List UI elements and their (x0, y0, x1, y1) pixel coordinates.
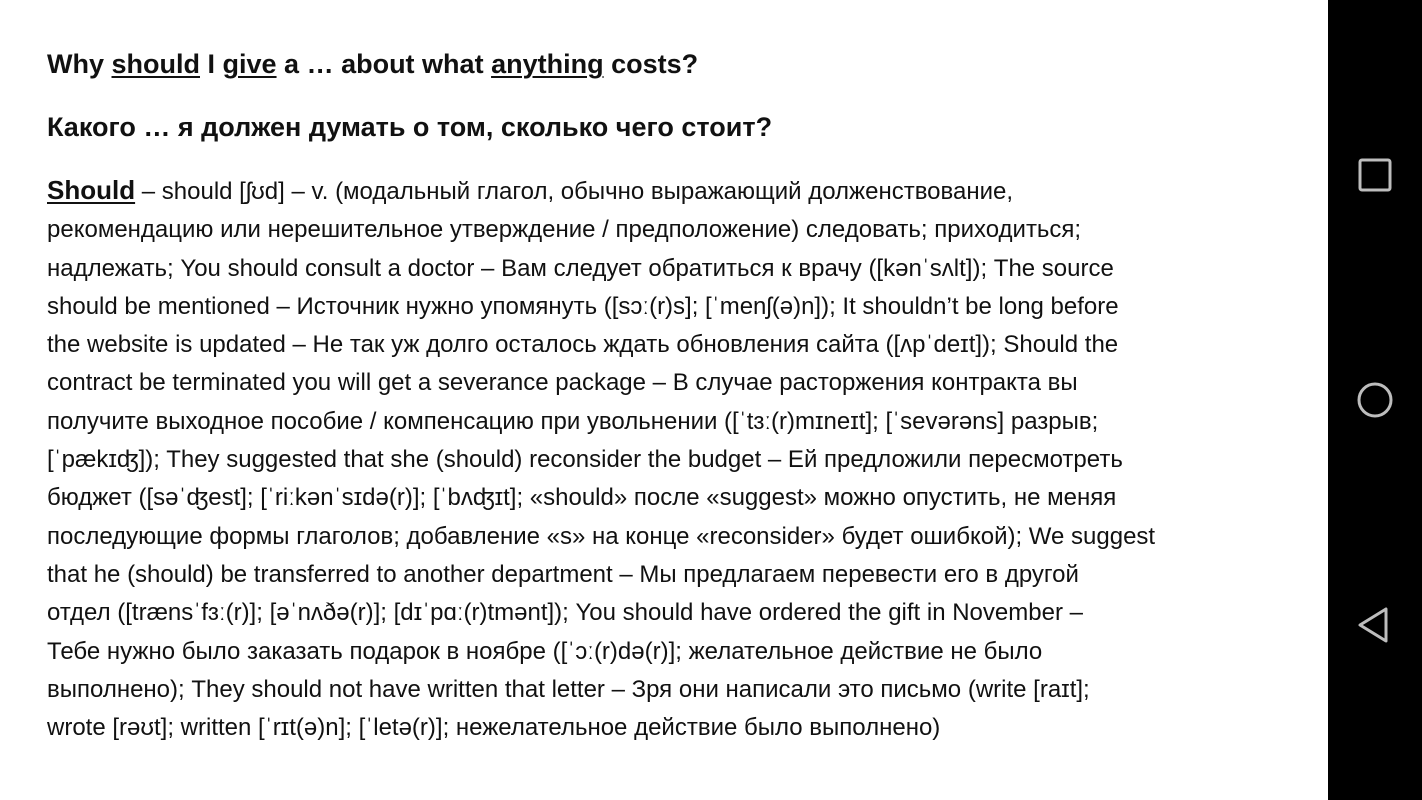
recents-square-icon (1357, 157, 1393, 193)
english-sentence-heading (47, 47, 698, 81)
entry-line: бюджет ([səˈʤest]; [ˈriːkənˈsɪdə(r)]; [ˈbʌʤɪt]; «should» после «suggest» можно опустить, не меняя (47, 484, 1117, 512)
russian-translation-heading: Какого … я должен думать о том, сколько чего стоит? (47, 112, 773, 142)
underlined-word-give: give (222, 49, 277, 79)
entry-line-text: – should [ʃʊd] – v. (модальный глагол, обычно выражающий долженствование, (135, 178, 1014, 205)
heading-text-part: a … about what (276, 49, 492, 79)
entry-line: wrote [rəʊt]; written [ˈrɪt(ə)n]; [ˈletə(r)]; нежелательное действие было выполнено) (47, 714, 941, 742)
entry-line: выполнено); They should not have written that letter – Зря они написали это письмо (write [raɪt]; (47, 675, 1090, 703)
entry-line: отдел ([trænsˈfɜː(r)]; [əˈnʌðə(r)]; [dɪˈpɑː(r)tmənt]); You should have ordered the gift in November – (47, 599, 1083, 627)
underlined-word-anything: anything (491, 49, 604, 79)
back-button[interactable] (1348, 598, 1402, 652)
entry-line: [ˈpækɪʤ]); They suggested that she (should) reconsider the budget – Ей предложили пересмотреть (47, 446, 1123, 474)
entry-line: contract be terminated you will get a severance package – В случае расторжения контракта вы (47, 369, 1078, 397)
underlined-word-should: should (111, 49, 200, 79)
entry-line: надлежать; You should consult a doctor – Вам следует обратиться к врачу ([kənˈsʌlt]); The source (47, 254, 1114, 282)
entry-line: that he (should) be transferred to another department – Мы предлагаем перевести его в другой (47, 560, 1079, 588)
dictionary-entry (47, 171, 1279, 747)
heading-text-part: I (200, 49, 223, 79)
heading-text-part: costs? (603, 49, 699, 79)
entry-line: the website is updated – Не так уж долго осталось ждать обновления сайта ([ʌpˈdeɪt]); Should the (47, 331, 1119, 359)
back-triangle-icon (1355, 605, 1395, 645)
entry-line: рекомендацию или нерешительное утверждение / предположение) следовать; приходиться; (47, 216, 1082, 244)
home-circle-icon (1355, 380, 1395, 420)
heading-text-part: Why (47, 49, 112, 79)
system-navigation-bar (1328, 0, 1422, 800)
recents-button[interactable] (1348, 148, 1402, 202)
entry-line (47, 171, 1279, 211)
entry-line: Тебе нужно было заказать подарок в ноябре ([ˈɔː(r)də(r)]; желательное действие не было (47, 637, 1043, 665)
home-button[interactable] (1348, 373, 1402, 427)
entry-line: получите выходное пособие / компенсацию при увольнении ([ˈtɜː(r)mɪneɪt]; [ˈsevərəns] разрыв; (47, 407, 1099, 435)
entry-line: should be mentioned – Источник нужно упомянуть ([sɔː(r)s]; [ˈmenʃ(ə)n]); It shouldn’t be long before (47, 292, 1119, 320)
headword: Should (47, 175, 136, 205)
entry-line: последующие формы глаголов; добавление «s» на конце «reconsider» будет ошибкой); We suggest (47, 522, 1156, 550)
